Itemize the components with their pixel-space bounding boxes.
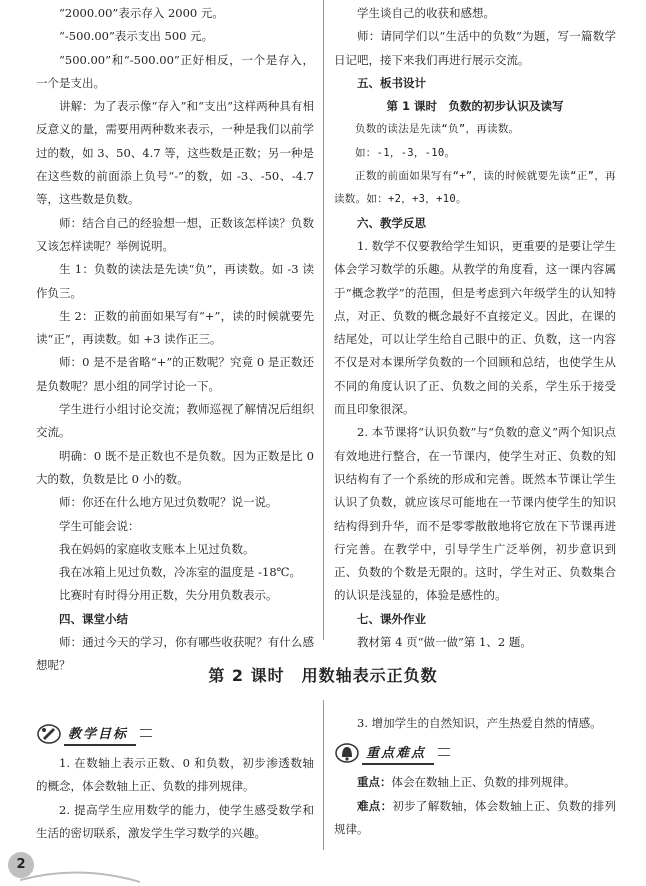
paragraph: 1. 在数轴上表示正数、0 和负数，初步渗透数轴的概念，体会数轴上正、负数的排列规律。 [36, 756, 314, 794]
section-heading-summary: 四、课堂小结 [59, 611, 128, 626]
section-heading-board: 五、板书设计 [357, 75, 426, 90]
paragraph: 3. 增加学生的自然知识，产生热爱自然的情感。 [357, 716, 602, 730]
difficulty-label: 难点： [357, 798, 393, 813]
paragraph: 讲解：为了表示像“存入”和“支出”这样两种具有相反意义的量，需要用两种数来表示，一种是我们以前学过的数，如 3、50、4.7 等，这些数是正数；另一种是在这些数的前面添上负号“-”的数，如 -3、-50、-4.7 等，这些数是负数。 [36, 99, 314, 207]
banner-rule [438, 748, 450, 756]
paragraph: 学生谈自己的收获和感想。 [357, 6, 495, 20]
key-point-text: 体会在数轴上正、负数的排列规律。 [391, 775, 576, 790]
paragraph: 2. 提高学生应用数学的能力，使学生感受数学和生活的密切联系，激发学生学习数学的兴趣。 [36, 802, 314, 840]
paragraph: 2. 本节课将“认识负数”与“负数的意义”两个知识点有效地进行整合，在一节课内，使学生对正、负数的知识结构有了一个系统的形成和完善。既然本节课让学生认识了负数，就应该尽可能地在一节课内使学生的知识结构得到升华，而不是零零散散地将它放在下节课再进行完善。在教学中，引导学生广泛举例，初步意识到正、负数的个数是无限的。这时，学生对正、负数集合的认识是浅显的，体验是感性的。 [334, 425, 616, 603]
difficulty-point [334, 795, 616, 842]
goals-banner [36, 720, 314, 746]
board-line: 正数的前面如果写有“+”，读的时候就要先读“正”，再读数。如：+2，+3，+10。 [334, 170, 616, 206]
page-swoosh [20, 858, 140, 886]
column-divider [323, 700, 324, 850]
column-divider [323, 0, 324, 640]
paragraph: 我在妈妈的家庭收支账本上见过负数。 [59, 541, 255, 556]
board-line: 如：-1，-3，-10。 [355, 146, 456, 159]
paragraph: 师：0 是不是省略“+”的正数呢？究竟 0 是正数还是负数呢？思小组的同学讨论一下。 [36, 355, 314, 393]
paragraph: 师：请同学们以“生活中的负数”为题，写一篇数学日记吧，接下来我们再进行展示交流。 [334, 29, 616, 67]
section-heading-reflect: 六、教学反思 [357, 215, 426, 230]
banner-rule [140, 729, 152, 737]
paragraph: 师：你还在什么地方见过负数呢？说一说。 [59, 495, 278, 510]
difficulty-text: 初步了解数轴，体会数轴上正、负数的排列规律。 [334, 798, 616, 836]
paragraph: 我在冰箱上见过负数，冷冻室的温度是 -18℃。 [59, 565, 302, 580]
goals-label: 教学目标 [64, 721, 136, 746]
left-column [36, 2, 314, 678]
paragraph: 明确：0 既不是正数也不是负数。因为正数是比 0 大的数，负数是比 0 小的数。 [36, 448, 314, 486]
paragraph: 1. 数学不仅要教给学生知识，更重要的是要让学生体会学习数学的乐趣。从教学的角度看，这一课内容属于“概念教学”的范围，但是考虑到六年级学生的认知特点，对正、负数的概念最好不直接定义。因此，在课的结尾处，可以让学生给自己眼中的正、负数，这一内容不仅是对本课所学负数的一个回顾和总结，也使学生从不同的角度认识了正、负数之间的关系，学生乐于接受而且印象很深。 [334, 238, 616, 417]
lesson2-right-column [334, 712, 616, 841]
lesson-title: 第 2 课时 用数轴表示正负数 [208, 666, 438, 685]
page-number: 2 [8, 852, 34, 878]
paragraph: “2000.00”表示存入 2000 元。 [59, 6, 224, 20]
paragraph: 比赛时有时得分用正数，失分用负数表示。 [59, 588, 278, 603]
paragraph: 师：通过今天的学习，你有哪些收获呢？有什么感想呢？ [36, 635, 314, 673]
lesson2-left-column [36, 716, 314, 845]
board-title: 第 1 课时 负数的初步认识及读写 [386, 99, 564, 114]
paragraph: 教材第 4 页“做一做”第 1、2 题。 [357, 635, 532, 650]
right-column [334, 2, 616, 654]
paragraph: 学生可能会说： [59, 518, 140, 533]
paragraph: “-500.00”表示支出 500 元。 [59, 29, 214, 44]
pencil-icon [36, 720, 62, 746]
bell-icon [334, 739, 360, 765]
paragraph: 师：结合自己的经验想一想，正数该怎样读？负数又该怎样读呢？举例说明。 [36, 215, 314, 253]
board-line: 负数的读法是先读“负”，再读数。 [355, 123, 520, 136]
paragraph: “500.00”和“-500.00”正好相反，一个是存入，一个是支出。 [36, 52, 314, 90]
paragraph: 生 2：正数的前面如果写有“+”，读的时候就要先读“正”，再读数。如 +3 读作正三。 [36, 308, 314, 347]
paragraph: 生 1：负数的读法是先读“负”，再读数。如 -3 读作负三。 [36, 262, 314, 300]
key-label: 重点难点 [362, 740, 434, 765]
key-banner [334, 739, 616, 765]
key-point-label: 重点： [357, 775, 392, 790]
paragraph: 学生进行小组讨论交流；教师巡视了解情况后组织交流。 [36, 402, 314, 440]
key-point [334, 771, 616, 794]
section-heading-homework: 七、课外作业 [357, 611, 426, 626]
